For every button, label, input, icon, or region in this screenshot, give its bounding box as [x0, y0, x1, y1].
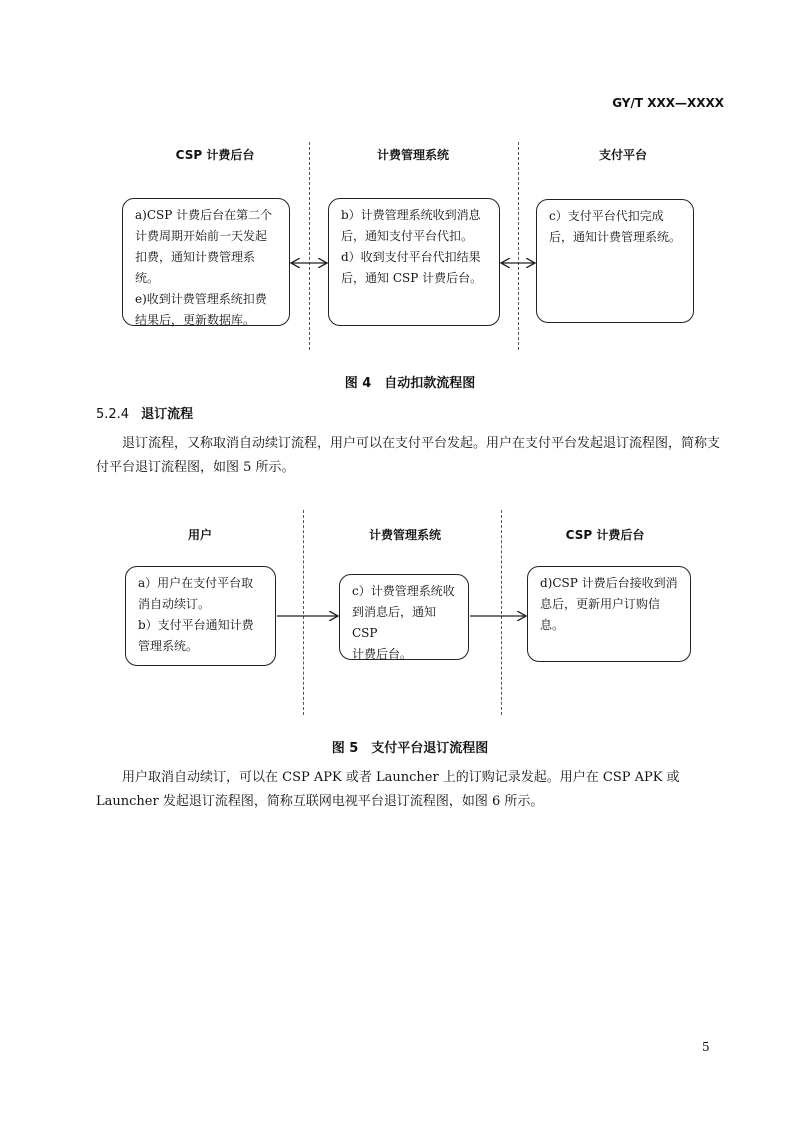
box-line: e)收到计费管理系统扣费 — [135, 292, 267, 306]
box-line: 计费周期开始前一天发起 — [135, 229, 268, 243]
column-header-billing-mgmt: 计费管理系统 — [368, 528, 441, 542]
column-header-payment-platform: 支付平台 — [598, 148, 647, 162]
box-line: 后，通知 CSP 计费后台。 — [341, 271, 483, 285]
box-line: 结果后，更新数据库。 — [135, 313, 256, 327]
box-line: 到消息后，通知 CSP — [352, 605, 437, 640]
figure-5-caption: 图 5 支付平台退订流程图 — [331, 741, 489, 756]
section-number: 5.2.4 — [96, 407, 130, 422]
box-line: 消自动续订。 — [138, 597, 211, 611]
box-line: 后，通知计费管理系统。 — [549, 230, 682, 244]
box-line: 后，通知支付平台代扣。 — [341, 229, 474, 243]
box-line: c）支付平台代扣完成 — [549, 209, 664, 223]
box-line: 息后，更新用户订购信息。 — [540, 597, 661, 632]
box-line: d）收到支付平台代扣结果 — [341, 250, 481, 264]
box-line: a)CSP 计费后台在第二个 — [135, 208, 273, 222]
section-title: 退订流程 — [141, 407, 194, 422]
box-line: 管理系统。 — [138, 639, 199, 653]
box-line: d)CSP 计费后台接收到消 — [540, 576, 678, 590]
column-header-csp-billing: CSP 计费后台 — [565, 528, 645, 542]
document-code: GY/T XXX—XXXX — [612, 96, 724, 110]
box-line: b）计费管理系统收到消息 — [341, 208, 481, 222]
column-header-billing-mgmt: 计费管理系统 — [376, 148, 449, 162]
figure-4-caption: 图 4 自动扣款流程图 — [344, 376, 476, 391]
paragraph-unsubscribe-intro: 退订流程，又称取消自动续订流程，用户可以在支付平台发起。用户在支付平台发起退订流程图，简称支付平台退订流程图，如图 5 所示。 — [96, 436, 721, 475]
box-line: a）用户在支付平台取 — [138, 576, 254, 590]
box-line: c）计费管理系统收 — [352, 584, 455, 598]
box-line: b）支付平台通知计费 — [138, 618, 254, 632]
column-header-csp-billing: CSP 计费后台 — [175, 148, 255, 162]
page-number: 5 — [702, 1040, 710, 1054]
paragraph-launcher-unsubscribe: 用户取消自动续订，可以在 CSP APK 或者 Launcher 上的订购记录发起。用户在 CSP APK 或 Launcher 发起退订流程图，简称互联网电视平台退订流程图，如图 6 所示。 — [96, 770, 680, 809]
box-line: 计费后台。 — [352, 647, 413, 661]
column-header-user: 用户 — [187, 528, 212, 542]
box-line: 扣费，通知计费管理系统。 — [135, 250, 256, 285]
